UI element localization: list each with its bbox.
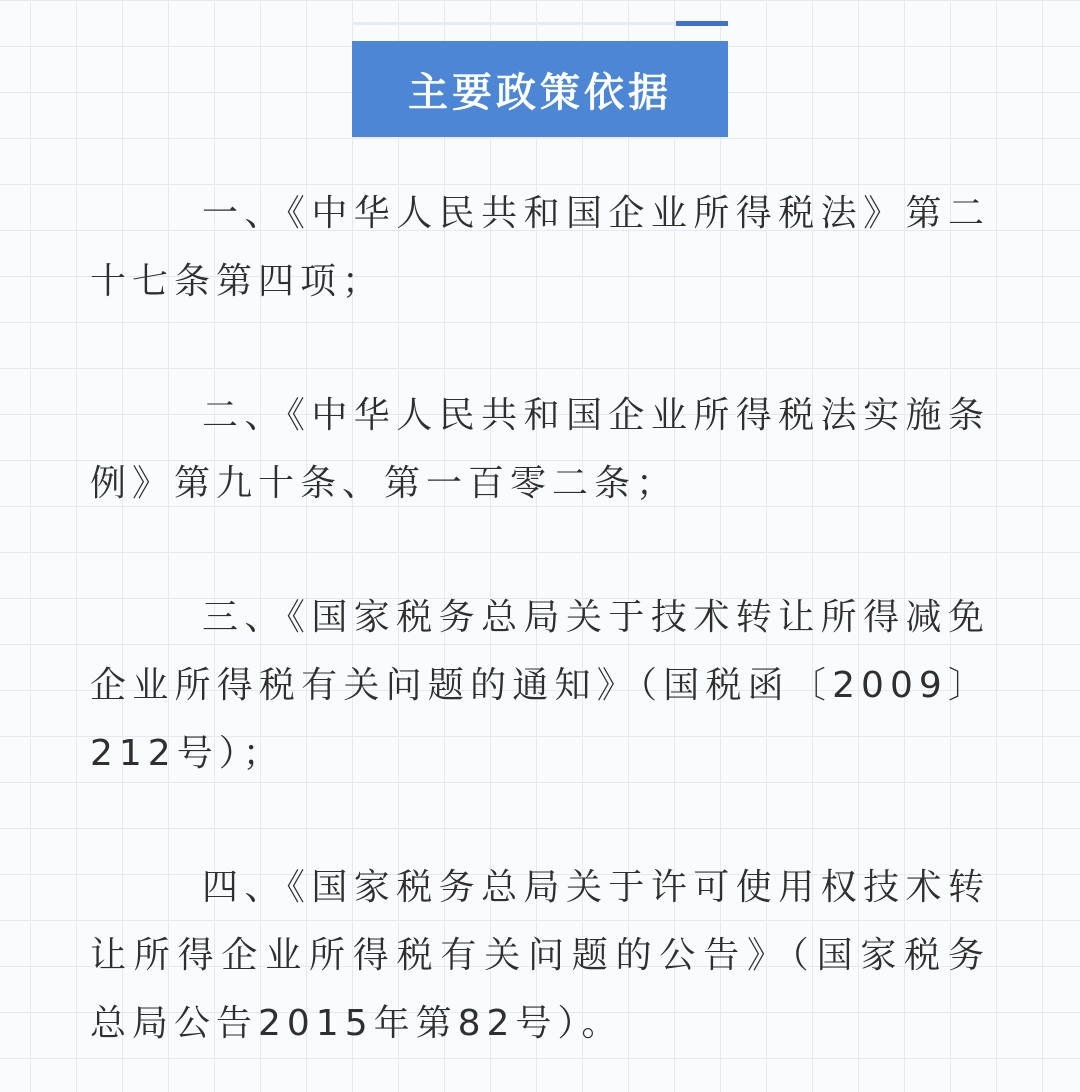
section-title: 主要政策依据 <box>408 69 672 116</box>
policy-item-4: 四、《国家税务总局关于许可使用权技术转让所得企业所得税有关问题的公告》（国家税务总局公告2015年第82号）。 <box>90 867 990 1044</box>
policy-item-1: 一、《中华人民共和国企业所得税法》第二十七条第四项； <box>90 193 990 302</box>
policy-item-3: 三、《国家税务总局关于技术转让所得减免企业所得税有关问题的通知》（国税函〔2009〕212号）； <box>90 597 990 774</box>
policy-item-2: 二、《中华人民共和国企业所得税法实施条例》第九十条、第一百零二条； <box>90 395 990 504</box>
divider <box>352 22 728 25</box>
policy-list <box>90 180 990 1058</box>
section-header <box>352 41 728 137</box>
divider-accent <box>676 21 728 26</box>
